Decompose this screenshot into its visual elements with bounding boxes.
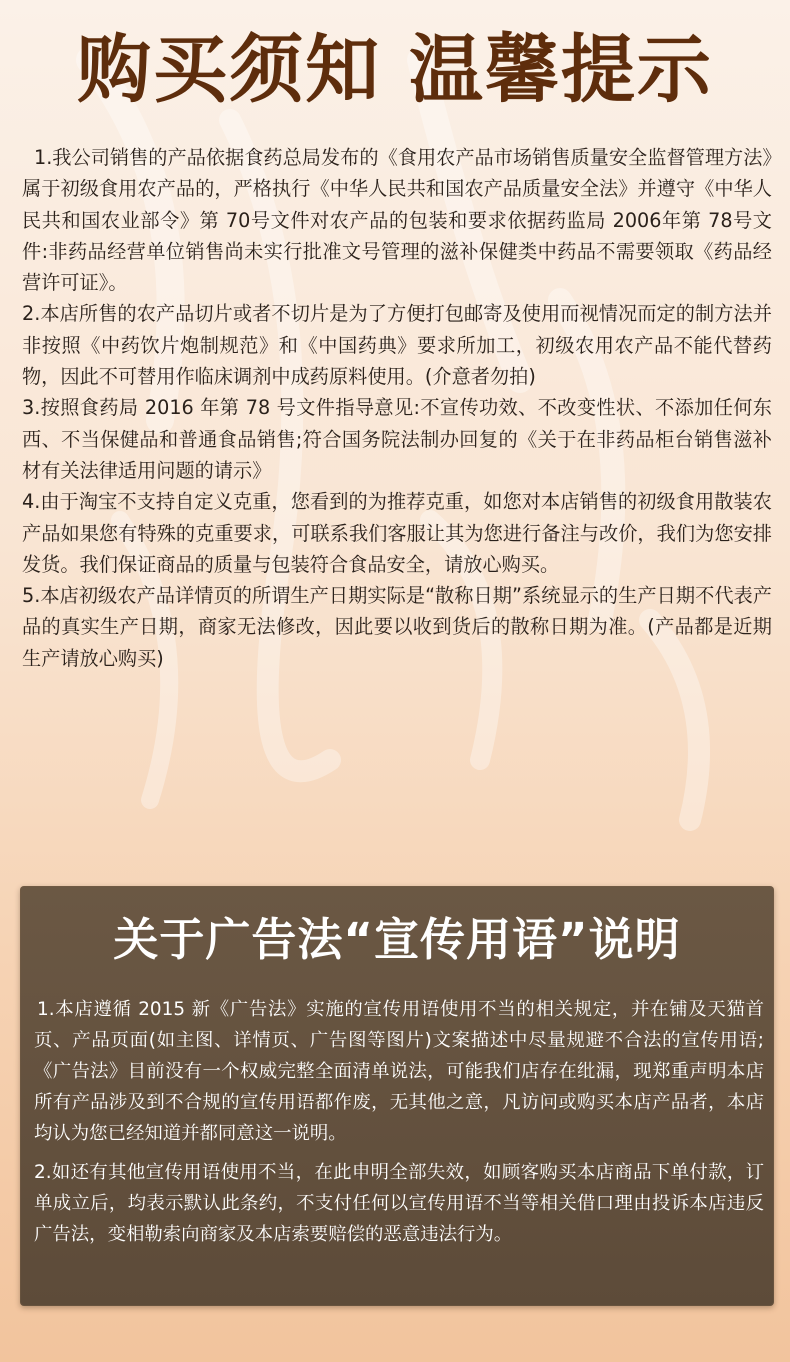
note-2: 2.本店所售的农产品切片或者不切片是为了方便打包邮寄及使用而视情况而定的制方法并非按照《中药饮片炮制规范》和《中国药典》要求所加工，初级农用农产品不能代替药物，因此不可替用作临床调剂中成药原料使用。(介意者勿拍) bbox=[22, 302, 772, 389]
note-4: 4.由于淘宝不支持自定义克重，您看到的为推荐克重，如您对本店销售的初级食用散装农产品如果您有特殊的克重要求，可联系我们客服让其为您进行备注与改价，我们为您安排发货。我们保证商品的质量与包装符合食品安全，请放心购买。 bbox=[22, 490, 772, 576]
note-1: 1.我公司销售的产品依据食药总局发布的《食用农产品市场销售质量安全监督管理方法》属于初级食用农产品的，严格执行《中华人民共和国农产品质量安全法》并遵守《中华人民共和国农业部令》第 70号文件对农产品的包装和要求依据药监局 2006年第 78号文件:非药品经营单位销售尚未实行批准文号管理的滋补保健类中药品不需要领取《药品经营许可证》。 bbox=[22, 146, 772, 295]
ad-law-paragraph-1: 1.本店遵循 2015 新《广告法》实施的宣传用语使用不当的相关规定，并在铺及天猫首页、产品页面(如主图、详情页、广告图等图片)文案描述中尽量规避不合法的宣传用语;《广告法》目前没有一个权威完整全面清单说法，可能我们店存在纰漏，现郑重声明本店所有产品涉及到不合规的宣传用语都作废，无其他之意，凡访问或购买本店产品者，本店均认为您已经知道并都同意这一说明。 bbox=[34, 999, 764, 1144]
ad-law-body bbox=[34, 994, 764, 1258]
page-title: 购买须知 温馨提示 bbox=[77, 27, 713, 113]
note-3: 3.按照食药局 2016 年第 78 号文件指导意见:不宣传功效、不改变性状、不添加任何东西、不当保健品和普通食品销售;符合国务院法制办回复的《关于在非药品柜台销售滋补材有关法律适用问题的请示》 bbox=[22, 396, 772, 482]
note-5: 5.本店初级农产品详情页的所谓生产日期实际是“散称日期”系统显示的生产日期不代表产品的真实生产日期，商家无法修改，因此要以收到货后的散称日期为准。(产品都是近期生产请放心购买) bbox=[22, 584, 772, 670]
ad-law-title: 关于广告法“宣传用语”说明 bbox=[113, 913, 681, 966]
purchase-notes bbox=[22, 142, 772, 674]
ad-law-paragraph-2: 2.如还有其他宣传用语使用不当，在此申明全部失效，如顾客购买本店商品下单付款，订单成立后，均表示默认此条约，不支付任何以宣传用语不当等相关借口理由投诉本店违反广告法，变相勒索向商家及本店索要赔偿的恶意违法行为。 bbox=[34, 1162, 764, 1245]
ad-law-panel bbox=[20, 886, 774, 1306]
